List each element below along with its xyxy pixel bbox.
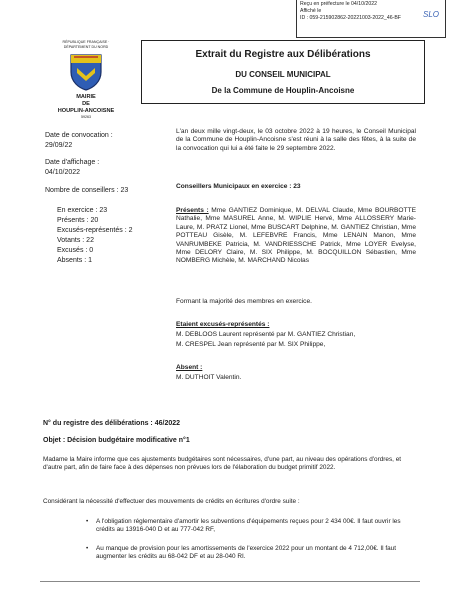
stamp-line-id: ID : 059-215902862-20221003-2022_46-BF: [300, 15, 401, 21]
scan-edge-divider: [40, 581, 420, 582]
excuse-line-1: M. DEBLOOS Laurent représenté par M. GANTIEZ Christian,: [176, 331, 356, 338]
bullet-icon: •: [86, 518, 89, 525]
header-subtitle-conseil: DU CONSEIL MUNICIPAL: [235, 70, 331, 79]
stamp-line-affiche: Affiché le: [300, 8, 322, 14]
commune-logo: [50, 40, 122, 120]
absent-label: Absent :: [176, 364, 203, 371]
count-en-exercice: En exercice : 23: [57, 207, 108, 214]
bullet-item-1: [86, 518, 416, 535]
bullet-icon: •: [86, 545, 89, 552]
stamp-overlay: SLO: [422, 10, 439, 19]
coat-of-arms-icon: [68, 52, 104, 92]
absent-line-1: M. DUTHOIT Valentin.: [176, 374, 242, 381]
affichage-date: 04/10/2022: [45, 169, 81, 176]
count-absents: Absents : 1: [57, 257, 93, 264]
excuses-label: Etaient excusés-représentés :: [176, 321, 270, 328]
logo-commune: HOUPLIN-ANCOISNE: [57, 108, 115, 114]
count-excuses: Excusés : 0: [57, 247, 94, 254]
majorite-text: Formant la majorité des membres en exercice.: [176, 298, 312, 305]
logo-code: 59263: [81, 115, 91, 119]
presents-label: Présents :: [176, 207, 209, 214]
affichage-label: Date d'affichage :: [45, 159, 100, 166]
presents-list: Mme GANTIEZ Dominique, M. DELVAL Claude, Mme BOURBOTTE Nathalie, Mme MASUREL Anne, M. WIPLIE Hervé, Mme ALLOSSERY Marie-Laure, M. PRATZ Lionel, Mme BUSCART Delphine, M. GANTIEZ Christian, Mme POTTEAU Gisèle, M. LEFEBVRE Francis, Mme LENAIN Manon, Mme VANRUMBEKE Patricia, M. VANDRIESSCHE Patrick, Mme LOYER Evelyse, Mme DELORY Claire, M. SIX Philippe, M. BOCQUILLON Sébastien, Mme NOMBERG Michèle, M. MARCHAND Nicolas: [176, 207, 416, 265]
objet-line: Objet : Décision budgétaire modificative n°1: [43, 437, 190, 444]
excuse-line-2: M. CRESPEL Jean représenté par M. SIX Philippe,: [176, 341, 326, 348]
count-excuses-representes: Excusés-représentés : 2: [57, 227, 133, 234]
header-box: [141, 40, 425, 104]
bullet-item-1-text: A l'obligation réglementaire d'amortir les subventions d'équipements reçues pour 2 434 00€. Il faut ouvrir les crédits au 13916-040 D et au 777-042 RF,: [96, 518, 401, 534]
page-title: Extrait du Registre aux Délibérations: [195, 49, 371, 60]
considerant-line: Considérant la nécessité d'effectuer des mouvements de crédits en écritures d'ordre suite :: [43, 498, 300, 505]
presents-block: [176, 207, 416, 266]
prefecture-stamp: [296, 0, 446, 38]
count-presents: Présents : 20: [57, 217, 99, 224]
nb-conseillers: Nombre de conseillers : 23: [45, 187, 129, 194]
convocation-label: Date de convocation :: [45, 132, 113, 139]
intro-body-paragraph: Madame la Maire informe que ces ajustements budgétaires sont nécessaires, d'une part, au niveau des opérations d'ordres, et d'autre part, afin de faire face à des dépenses non prévues lors de l'élaboration du budget primitif 2022.: [43, 456, 402, 472]
logo-mairie: MAIRIE: [76, 94, 96, 100]
bullet-item-2-text: Au manque de provision pour les amortissements de l'exercice 2022 pour un montant de 4 712,00€. Il faut augmenter les crédits au 68-042 DF et au 28-040 RI.: [96, 545, 396, 561]
registre-number: N° du registre des délibérations : 46/2022: [43, 420, 181, 427]
intro-paragraph: L'an deux mille vingt-deux, le 03 octobre 2022 à 19 heures, le Conseil Municipal de la Commune de Houplin-Ancoisne s'est réuni à la salle des fêtes, à la suite de la convocation qui lui a été faite le 29 septembre 2022.: [176, 128, 416, 152]
logo-de: DE: [82, 101, 90, 107]
conseillers-en-exercice: Conseillers Municipaux en exercice : 23: [176, 183, 301, 190]
logo-top-text: RÉPUBLIQUE FRANÇAISE · DÉPARTEMENT DU NORD: [62, 40, 110, 49]
convocation-date: 29/09/22: [45, 142, 73, 149]
header-subtitle-commune: De la Commune de Houplin-Ancoisne: [211, 86, 355, 95]
count-votants: Votants : 22: [57, 237, 94, 244]
stamp-line-reception: Reçu en préfecture le 04/10/2022: [300, 1, 378, 7]
bullet-item-2: [86, 545, 416, 562]
